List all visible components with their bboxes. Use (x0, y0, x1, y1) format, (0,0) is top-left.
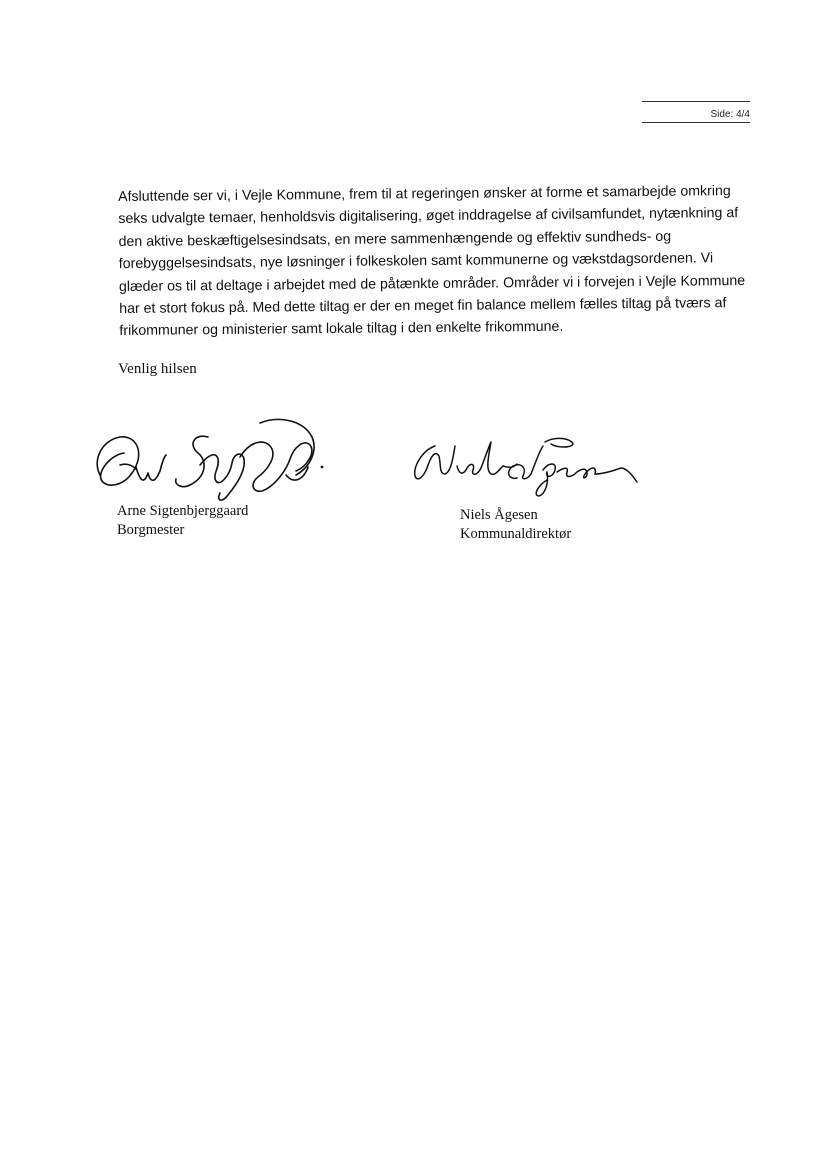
signatory-left-title: Borgmester (117, 522, 185, 538)
closing-salutation: Venlig hilsen (118, 361, 197, 377)
signatory-left-name: Arne Sigtenbjerggaard (117, 503, 249, 519)
signatory-right-title: Kommunaldirektør (460, 526, 572, 542)
signature-right (405, 432, 645, 502)
signatory-right-name: Niels Ågesen (460, 507, 538, 523)
signatory-left (117, 502, 248, 540)
signature-left (90, 415, 340, 515)
page-number: Side: 4/4 (710, 109, 750, 120)
header-rule-bottom (642, 122, 750, 123)
header-rule-top (642, 101, 750, 102)
body-paragraph: Afsluttende ser vi, i Vejle Kommune, frem til at regeringen ønsker at forme et samarbejde omkring seks udvalgte temaer, henholdsvis digitalisering, øget inddragelse af civilsamfundet, nytænkning af den aktive beskæftigelsesindsats, en mere sammenhængende og effektiv sundheds- og forebyggelsesindsats, nye løsninger i folkeskolen samt kommunerne og vækstdagsordenen. Vi glæder os til at deltage i arbejdet med de påtænkte områder. Områder vi i forvejen i Vejle Kommune har et stort fokus på. Med dette tiltag er der en meget fin balance mellem fælles tiltag på tværs af frikommuner og ministerier samt lokale tiltag i den enkelte frikommune. (118, 183, 746, 340)
body-text (118, 180, 759, 343)
signatory-right (460, 506, 571, 544)
